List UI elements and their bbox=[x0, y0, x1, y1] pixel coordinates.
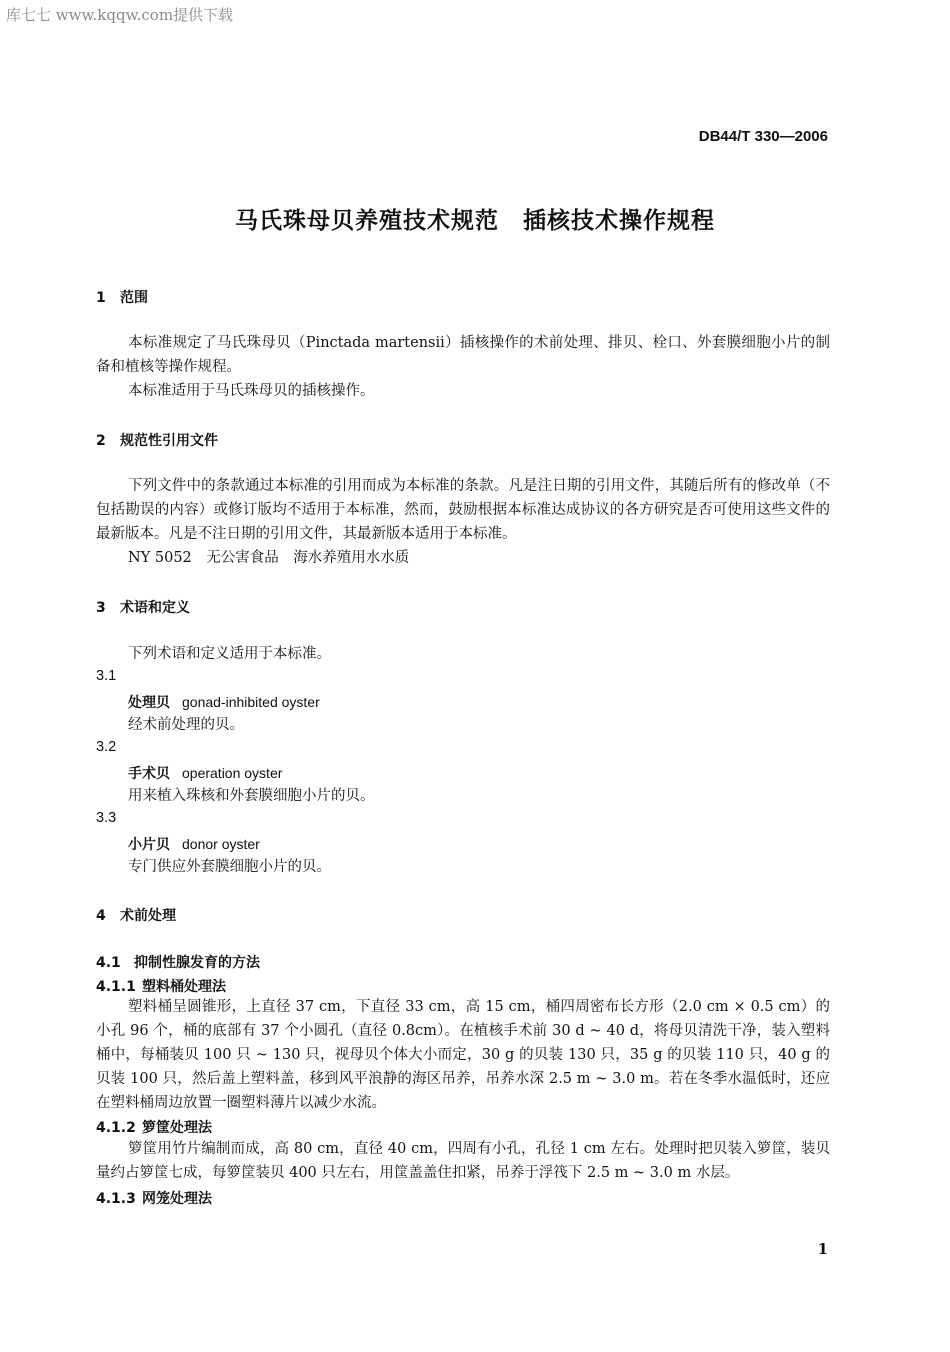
term-number: 3.1 bbox=[96, 668, 117, 684]
section-2-paragraph: 下列文件中的条款通过本标准的引用而成为本标准的条款。凡是注日期的引用文件，其随后所有的修改单（不包括勘误的内容）或修订版均不适用于本标准，然而，鼓励根据本标准达成协议的各方研究是否可使用这些文件的最新版本。凡是不注日期的引用文件，其最新版本适用于本标准。 bbox=[96, 478, 830, 542]
term-title: 小片贝 donor oyster bbox=[128, 836, 260, 853]
term-title: 手术贝 operation oyster bbox=[128, 765, 283, 782]
section-3-intro: 下列术语和定义适用于本标准。 bbox=[128, 646, 331, 662]
section-4-1-heading: 4.1 抑制性腺发育的方法 bbox=[96, 955, 260, 971]
normative-reference: NY 5052 无公害食品 海水养殖用水水质 bbox=[128, 550, 410, 566]
section-4-1-2-paragraph: 箩筐用竹片编制而成，高 80 cm，直径 40 cm，四周有小孔，孔径 1 cm 左右。处理时把贝装入箩筐，装贝量约占箩筐七成，每箩筐装贝 400 只左右，用筐盖盖住扣紧，吊养于浮筏下 2.5 m ~ 3.0 m 水层。 bbox=[96, 1141, 830, 1181]
section-4-1-2-heading: 4.1.2 箩筐处理法 bbox=[96, 1120, 212, 1136]
term-number: 3.3 bbox=[96, 810, 117, 826]
section-4-1-3-heading: 4.1.3 网笼处理法 bbox=[96, 1191, 212, 1207]
section-1-heading: 1 范围 bbox=[96, 290, 148, 306]
section-1-paragraph: 本标准规定了马氏珠母贝（Pinctada martensii）插核操作的术前处理、排贝、栓口、外套膜细胞小片的制备和植核等操作规程。 bbox=[96, 335, 830, 375]
section-4-1-1-heading: 4.1.1 塑料桶处理法 bbox=[96, 979, 226, 995]
term-definition: 经术前处理的贝。 bbox=[128, 717, 244, 733]
document-code: DB44/T 330—2006 bbox=[698, 128, 828, 145]
section-2-heading: 2 规范性引用文件 bbox=[96, 433, 218, 449]
page-title: 马氏珠母贝养殖技术规范 插核技术操作规程 bbox=[235, 208, 715, 234]
term-definition: 用来植入珠核和外套膜细胞小片的贝。 bbox=[128, 788, 375, 804]
section-1-scope: 本标准适用于马氏珠母贝的插核操作。 bbox=[128, 383, 375, 399]
term-definition: 专门供应外套膜细胞小片的贝。 bbox=[128, 859, 331, 875]
section-4-heading: 4 术前处理 bbox=[96, 908, 176, 924]
section-3-heading: 3 术语和定义 bbox=[96, 600, 190, 616]
page-number: 1 bbox=[817, 1240, 828, 1258]
term-title: 处理贝 gonad-inhibited oyster bbox=[128, 694, 320, 711]
section-4-1-1-paragraph: 塑料桶呈圆锥形，上直径 37 cm，下直径 33 cm，高 15 cm，桶四周密布长方形（2.0 cm × 0.5 cm）的小孔 96 个，桶的底部有 37 个小圆孔（直径 0.8cm）。在植核手术前 30 d ~ 40 d，将母贝清洗干净，装入塑料桶中，每桶装贝 100 只 ~ 130 只，视母贝个体大小而定，30 g 的贝装 130 只，35 g 的贝装 110 只，40 g 的贝装 100 只，然后盖上塑料盖，移到风平浪静的海区吊养，吊养水深 2.5 m ~ 3.0 m。若在冬季水温低时，还应在塑料桶周边放置一圈塑料薄片以减少水流。 bbox=[96, 999, 830, 1111]
watermark: 库七七 www.kqqw.com提供下载 bbox=[6, 6, 234, 24]
term-number: 3.2 bbox=[96, 739, 117, 755]
